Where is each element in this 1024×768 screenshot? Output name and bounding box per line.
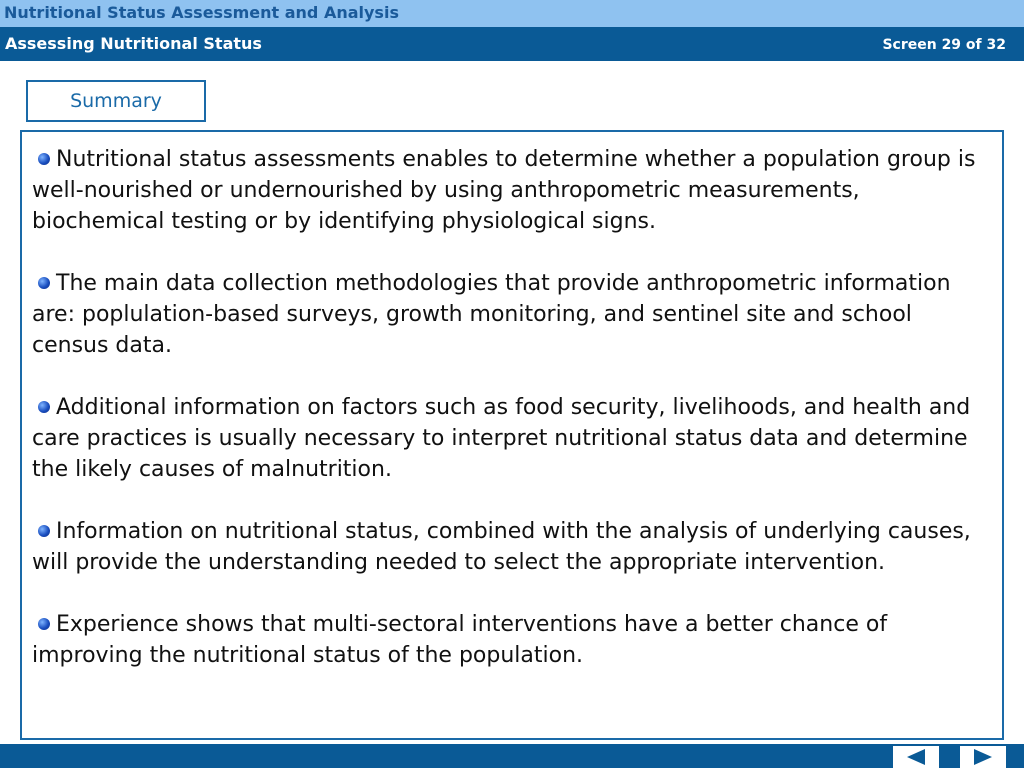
summary-bullet-list xyxy=(22,132,1002,671)
summary-tab-label: Summary xyxy=(70,90,162,112)
bullet-text: Nutritional status assessments enables to determine whether a population group is well-nourished or undernourished by using anthropometric measurements, biochemical testing or by identifying physiological signs. xyxy=(32,147,976,234)
section-title-bar xyxy=(0,27,1024,61)
list-item xyxy=(32,392,988,485)
bullet-text: Additional information on factors such as food security, livelihoods, and health and care practices is usually necessary to interpret nutritional status data and determine the likely causes of malnutrition. xyxy=(32,395,971,482)
bullet-text: Information on nutritional status, combined with the analysis of underlying causes, will provide the understanding needed to select the appropriate intervention. xyxy=(32,519,971,575)
triangle-left-icon xyxy=(893,746,939,768)
bullet-icon xyxy=(38,525,50,537)
summary-tab xyxy=(26,80,206,122)
bullet-icon xyxy=(38,618,50,630)
next-screen-button[interactable] xyxy=(960,746,1006,768)
bullet-icon xyxy=(38,153,50,165)
list-item xyxy=(32,609,988,671)
bullet-icon xyxy=(38,277,50,289)
screen-counter: Screen 29 of 32 xyxy=(882,37,1006,53)
previous-screen-button[interactable] xyxy=(893,746,939,768)
navigation-bar xyxy=(0,744,1024,768)
triangle-right-icon xyxy=(960,746,1006,768)
summary-content-box xyxy=(20,130,1004,740)
course-title-bar xyxy=(0,0,1024,27)
list-item xyxy=(32,268,988,361)
bullet-text: Experience shows that multi-sectoral interventions have a better chance of improving the nutritional status of the population. xyxy=(32,612,888,668)
section-title: Assessing Nutritional Status xyxy=(5,34,262,53)
list-item xyxy=(32,516,988,578)
bullet-text: The main data collection methodologies that provide anthropometric information are: poplulation-based surveys, growth monitoring, and sentinel site and school census data. xyxy=(32,271,951,358)
bullet-icon xyxy=(38,401,50,413)
list-item xyxy=(32,144,988,237)
course-title: Nutritional Status Assessment and Analysis xyxy=(4,3,399,22)
